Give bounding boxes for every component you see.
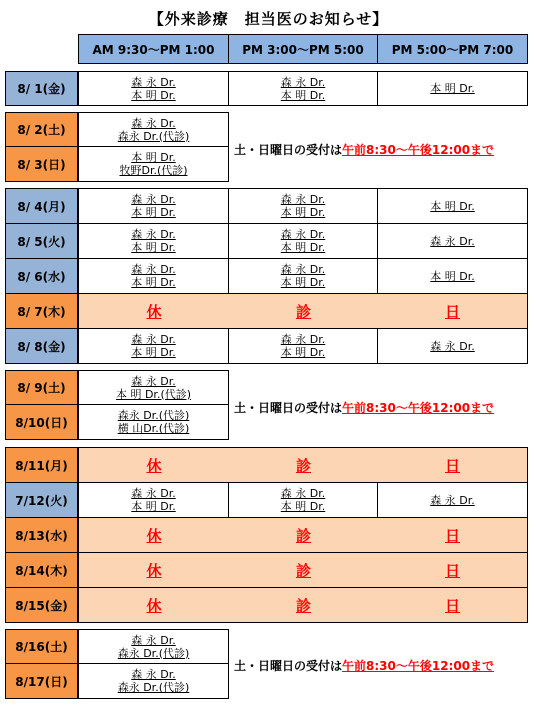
am-cell: 本 明 Dr. 牧野Dr.(代診) <box>78 146 229 182</box>
closed-day-row <box>78 552 528 588</box>
date-cell: 8/ 1(金) <box>5 71 78 106</box>
am-cell: 森 永 Dr. 本 明 Dr.(代診) <box>78 370 229 405</box>
date-cell: 8/10(日) <box>5 404 78 440</box>
date-cell: 8/17(日) <box>5 663 78 699</box>
pm2-cell: 森 永 Dr. <box>377 328 528 364</box>
header-pm2: PM 5:00〜PM 7:00 <box>377 34 528 64</box>
closed-char: 休 <box>146 302 162 321</box>
closed-char: 診 <box>295 596 311 615</box>
pm1-cell: 森 永 Dr. 本 明 Dr. <box>228 223 378 259</box>
date-cell: 8/16(土) <box>5 629 78 664</box>
pm2-cell: 森 永 Dr. <box>377 482 528 518</box>
date-cell: 8/14(木) <box>5 552 78 588</box>
closed-day-row <box>78 587 528 623</box>
closed-char: 診 <box>295 526 311 545</box>
closed-char: 休 <box>146 561 162 580</box>
closed-char: 日 <box>444 526 460 545</box>
date-cell: 8/15(金) <box>5 587 78 623</box>
pm1-cell: 森 永 Dr. 本 明 Dr. <box>228 328 378 364</box>
pm2-cell: 本 明 Dr. <box>377 188 528 224</box>
closed-char: 休 <box>146 596 162 615</box>
closed-char: 日 <box>444 561 460 580</box>
pm1-cell: 森 永 Dr. 本 明 Dr. <box>228 71 378 106</box>
weekend-notice: 土・日曜日の受付は午前8:30〜午後12:00まで <box>234 401 495 415</box>
pm2-cell: 森 永 Dr. <box>377 223 528 259</box>
date-cell: 8/ 2(土) <box>5 112 78 147</box>
pm1-cell: 森 永 Dr. 本 明 Dr. <box>228 258 378 294</box>
date-cell: 8/13(水) <box>5 517 78 553</box>
closed-day-row <box>78 447 528 483</box>
page-title: 【外来診療 担当医のお知らせ】 <box>148 10 389 28</box>
closed-char: 休 <box>146 456 162 475</box>
am-cell: 森 永 Dr. 本 明 Dr. <box>78 71 229 106</box>
am-cell: 森永 Dr.(代診) 横 山Dr.(代診) <box>78 404 229 440</box>
date-cell: 8/11(月) <box>5 447 78 483</box>
weekend-notice: 土・日曜日の受付は午前8:30〜午後12:00まで <box>234 659 495 673</box>
date-cell: 8/ 3(日) <box>5 146 78 182</box>
date-cell: 8/ 5(火) <box>5 223 78 259</box>
header-pm1: PM 3:00〜PM 5:00 <box>228 34 378 64</box>
closed-char: 休 <box>146 526 162 545</box>
closed-char: 日 <box>444 456 460 475</box>
am-cell: 森 永 Dr. 本 明 Dr. <box>78 188 229 224</box>
closed-day-row <box>78 293 528 329</box>
header-am: AM 9:30〜PM 1:00 <box>78 34 229 64</box>
am-cell: 森 永 Dr. 森永 Dr.(代診) <box>78 629 229 664</box>
pm1-cell: 森 永 Dr. 本 明 Dr. <box>228 188 378 224</box>
am-cell: 森 永 Dr. 本 明 Dr. <box>78 328 229 364</box>
date-cell: 8/ 8(金) <box>5 328 78 364</box>
am-cell: 森 永 Dr. 本 明 Dr. <box>78 223 229 259</box>
am-cell: 森 永 Dr. 森永 Dr.(代診) <box>78 112 229 147</box>
am-cell: 森 永 Dr. 本 明 Dr. <box>78 482 229 518</box>
closed-day-row <box>78 517 528 553</box>
closed-char: 診 <box>295 456 311 475</box>
pm2-cell: 本 明 Dr. <box>377 258 528 294</box>
am-cell: 森 永 Dr. 本 明 Dr. <box>78 258 229 294</box>
date-cell: 8/ 7(木) <box>5 293 78 329</box>
pm1-cell: 森 永 Dr. 本 明 Dr. <box>228 482 378 518</box>
date-cell: 8/ 4(月) <box>5 188 78 224</box>
weekend-notice: 土・日曜日の受付は午前8:30〜午後12:00まで <box>234 143 495 157</box>
date-cell: 8/ 6(水) <box>5 258 78 294</box>
closed-char: 診 <box>295 561 311 580</box>
closed-char: 診 <box>295 302 311 321</box>
closed-char: 日 <box>444 302 460 321</box>
date-cell: 7/12(火) <box>5 482 78 518</box>
am-cell: 森 永 Dr. 森永 Dr.(代診) <box>78 663 229 699</box>
date-cell: 8/ 9(土) <box>5 370 78 405</box>
pm2-cell: 本 明 Dr. <box>377 71 528 106</box>
closed-char: 日 <box>444 596 460 615</box>
